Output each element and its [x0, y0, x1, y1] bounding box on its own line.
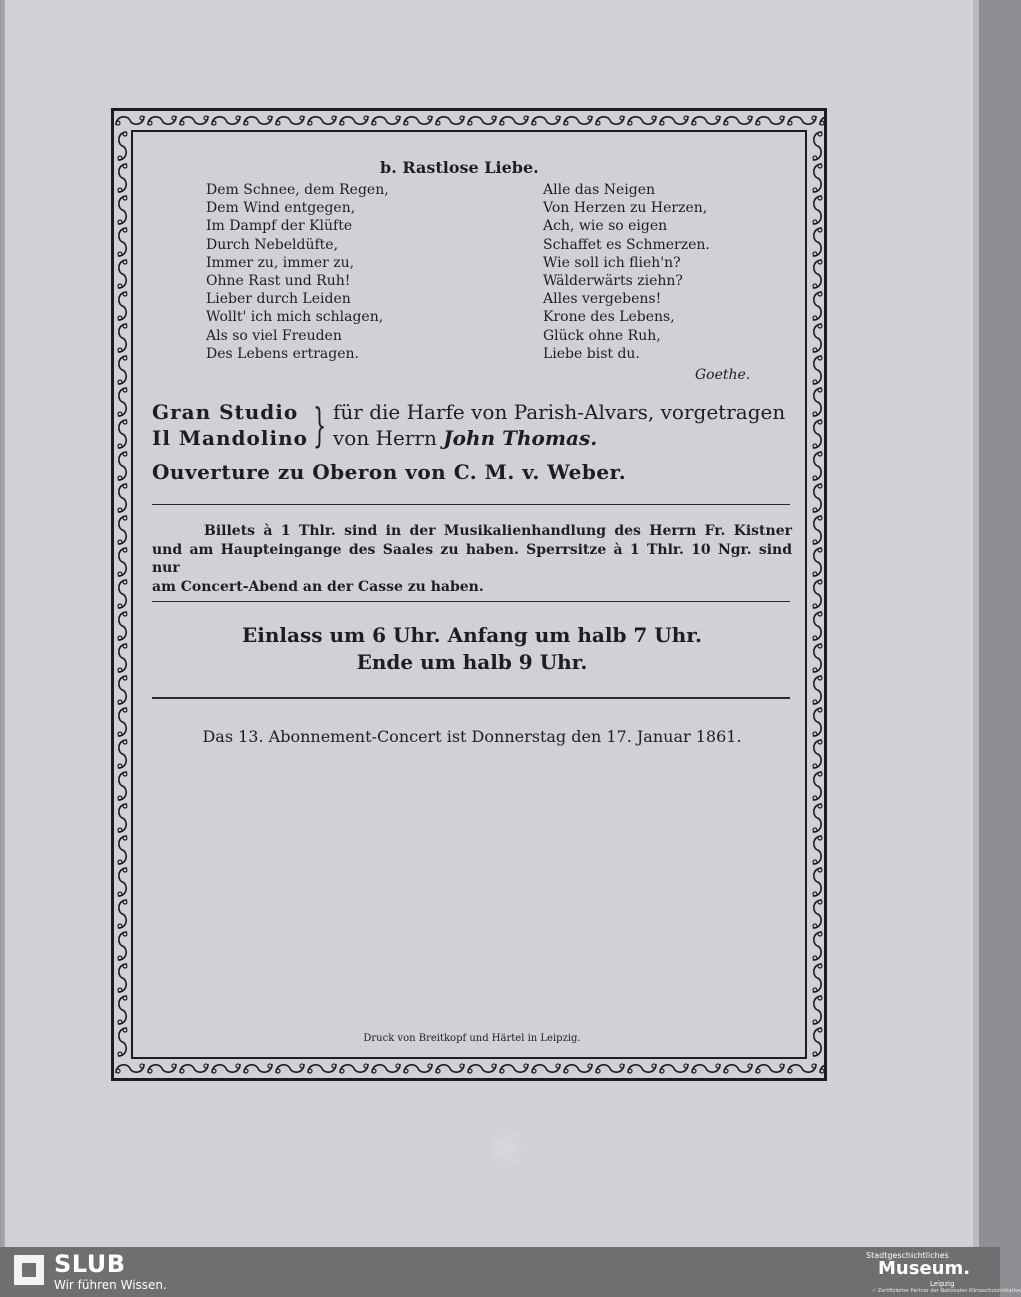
- museum-city: Leipzig: [930, 1280, 955, 1288]
- piece-titles: [152, 399, 308, 451]
- poem-line: Im Dampf der Klüfte: [206, 218, 353, 235]
- piece-description: [333, 399, 785, 451]
- ornament-band-left: [114, 130, 131, 1059]
- divider: [152, 504, 790, 505]
- poem-line: Liebe bist du.: [543, 345, 640, 362]
- poem-right-column: [543, 181, 710, 363]
- poem-line: Dem Schnee, dem Regen,: [206, 182, 389, 198]
- poem-left-column: [206, 181, 389, 363]
- poem-line: Ach, wie so eigen: [543, 218, 668, 235]
- poem-line: Alles vergebens!: [543, 291, 662, 308]
- museum-certification: ✓ Zertifizierter Partner der Nationalen Klimaschutzinitiative: [872, 1288, 1021, 1294]
- ornament-band-right: [809, 130, 826, 1059]
- ornament-band-bottom: [114, 1059, 824, 1078]
- poem-line: Wollt' ich mich schlagen,: [206, 309, 384, 326]
- museum-label-small: Stadtgeschichtliches: [866, 1251, 949, 1260]
- brace-symbol: }: [313, 398, 327, 452]
- poem-line: Des Lebens ertragen.: [206, 345, 359, 362]
- slub-tagline: Wir führen Wissen.: [54, 1278, 167, 1292]
- poem-line: Wie soll ich flieh'n?: [543, 254, 681, 271]
- divider: [152, 697, 790, 699]
- ornament-band-top: [114, 111, 824, 130]
- admission-line1: Einlass um 6 Uhr. Anfang um halb 7 Uhr.: [242, 623, 702, 647]
- slub-logo-text[interactable]: SLUB: [54, 1250, 126, 1278]
- poem-line: Von Herzen zu Herzen,: [543, 200, 708, 217]
- piece-title: Il Mandolino: [152, 426, 308, 450]
- admission-line2: Ende um halb 9 Uhr.: [356, 650, 588, 674]
- performer-name: John Thomas.: [443, 426, 598, 450]
- ticket-line: und am Haupteingange des Saales zu haben. Sperrsitze à 1 Thlr. 10 Ngr. sind nur: [152, 541, 792, 576]
- scroll-ornament-icon: [114, 1059, 824, 1078]
- viewer-footer: [0, 1247, 1021, 1297]
- poem-line: Immer zu, immer zu,: [206, 254, 355, 271]
- ticket-info: [152, 522, 792, 596]
- poem-line: Wälderwärts ziehn?: [543, 272, 683, 289]
- slub-logo-icon[interactable]: [14, 1255, 44, 1285]
- scroll-ornament-icon: [114, 130, 131, 1059]
- divider: [152, 601, 790, 602]
- ticket-line: am Concert-Abend an der Casse zu haben.: [152, 578, 484, 595]
- page-edge: [973, 0, 979, 1247]
- scroll-ornament-icon: [114, 111, 824, 130]
- poem-line: Dem Wind entgegen,: [206, 200, 356, 217]
- poem-line: Lieber durch Leiden: [206, 291, 351, 308]
- overture-line: Ouverture zu Oberon von C. M. v. Weber.: [152, 460, 627, 484]
- poem-line: Glück ohne Ruh,: [543, 327, 661, 344]
- poem-line: Krone des Lebens,: [543, 309, 675, 326]
- poem-line: Schaffet es Schmerzen.: [543, 236, 710, 253]
- admission-times: [152, 622, 792, 676]
- museum-logo[interactable]: Museum.: [878, 1258, 971, 1279]
- poem-line: Alle das Neigen: [543, 182, 656, 198]
- scroll-ornament-icon: [809, 130, 826, 1059]
- ticket-line: Billets à 1 Thlr. sind in der Musikalienhandlung des Herrn Fr. Kistner: [204, 523, 792, 539]
- printer-imprint: Druck von Breitkopf und Härtel in Leipzig.: [363, 1033, 581, 1044]
- performer-prefix: von Herrn: [333, 426, 444, 450]
- piece-desc-line1: für die Harfe von Parish-Alvars, vorgetragen: [333, 400, 786, 424]
- piece-title: Gran Studio: [152, 400, 299, 424]
- section-title: b. Rastlose Liebe.: [380, 158, 539, 177]
- embossed-stamp: [484, 1122, 528, 1174]
- poem-author: Goethe.: [695, 367, 751, 383]
- next-concert-notice: Das 13. Abonnement-Concert ist Donnerstag den 17. Januar 1861.: [202, 727, 742, 746]
- poem-line: Als so viel Freuden: [206, 327, 342, 344]
- poem-line: Ohne Rast und Ruh!: [206, 272, 351, 289]
- poem-line: Durch Nebeldüfte,: [206, 236, 339, 253]
- piece-desc-line2: [333, 425, 785, 451]
